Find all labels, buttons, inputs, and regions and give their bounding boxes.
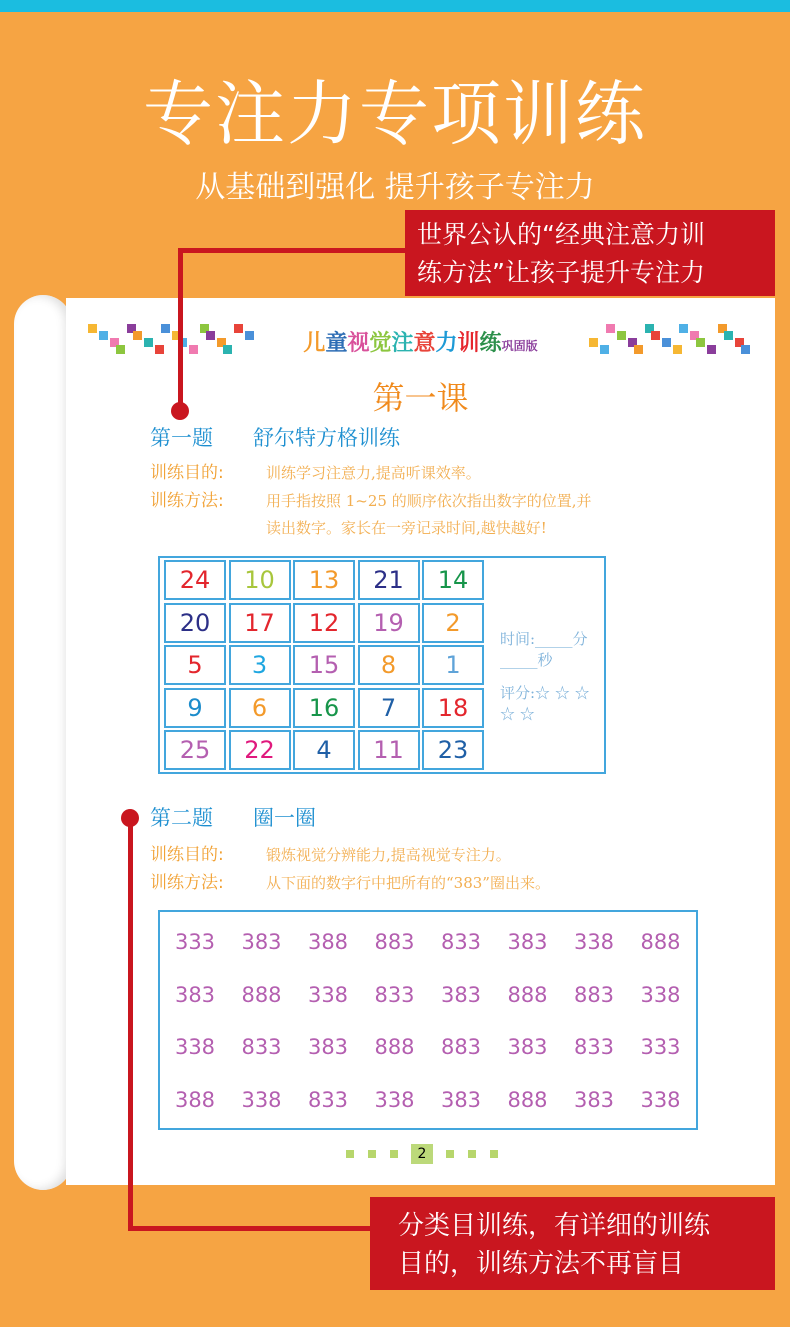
number-item[interactable]: 833 — [307, 1087, 349, 1112]
purpose-label: 训练目的: — [150, 463, 224, 483]
book-roll — [14, 295, 72, 1190]
grid-cell[interactable]: 20 — [164, 603, 226, 643]
number-item[interactable]: 383 — [440, 982, 482, 1007]
schulte-grid — [158, 556, 606, 774]
banner-char: 童 — [325, 331, 348, 356]
method-label: 训练方法: — [150, 491, 224, 511]
grid-cell[interactable]: 7 — [358, 688, 420, 728]
grid-cell[interactable]: 13 — [293, 560, 355, 600]
number-item[interactable]: 888 — [374, 1035, 415, 1059]
page-title: 专注力专项训练 — [143, 73, 647, 155]
method-text: 读出数字。家长在一旁记录时间,越快越好! — [266, 519, 547, 537]
connector-dot — [121, 809, 139, 827]
connector-line — [128, 1226, 372, 1231]
connector-line — [178, 250, 183, 410]
question-name: 舒尔特方格训练 — [253, 426, 400, 450]
question-2-heading — [150, 802, 316, 832]
connector-dot — [171, 402, 189, 420]
number-item[interactable]: 338 — [174, 1035, 216, 1059]
grid-cell[interactable]: 6 — [229, 688, 291, 728]
number-item[interactable]: 338 — [640, 1087, 681, 1112]
grid-cell[interactable]: 19 — [358, 603, 420, 643]
time-field: 时间:_____分_____秒 — [500, 630, 588, 669]
q1-purpose — [150, 460, 481, 487]
number-item[interactable]: 888 — [241, 982, 282, 1007]
banner-char: 儿 — [303, 331, 326, 356]
banner-char: 训 — [457, 331, 480, 356]
number-item[interactable]: 883 — [573, 982, 615, 1007]
banner-char: 觉 — [369, 331, 392, 356]
top-bar — [0, 0, 790, 12]
grid-cell[interactable]: 16 — [293, 688, 355, 728]
purpose-text: 锻炼视觉分辨能力,提高视觉专注力。 — [266, 846, 511, 864]
grid-cell[interactable]: 9 — [164, 688, 226, 728]
grid-cell[interactable]: 10 — [229, 560, 291, 600]
callout-line: 世界公认的“经典注意力训 — [417, 220, 705, 249]
number-item[interactable]: 883 — [440, 1035, 482, 1059]
grid-cell[interactable]: 15 — [293, 645, 355, 685]
grid-cell[interactable]: 8 — [358, 645, 420, 685]
grid-cell[interactable]: 5 — [164, 645, 226, 685]
callout-line: 练方法”让孩子提升专注力 — [417, 258, 705, 287]
grid-cell[interactable]: 3 — [229, 645, 291, 685]
page-subtitle: 从基础到强化 提升孩子专注力 — [195, 170, 595, 205]
number-item[interactable]: 338 — [241, 1087, 282, 1112]
banner-char: 注 — [391, 331, 414, 356]
q2-purpose — [150, 842, 511, 869]
question-number: 第二题 — [150, 806, 213, 830]
number-item[interactable]: 338 — [640, 982, 681, 1007]
q1-method — [150, 488, 592, 542]
number-item[interactable]: 383 — [307, 1035, 349, 1059]
grid-cell[interactable]: 12 — [293, 603, 355, 643]
grid-cell[interactable]: 21 — [358, 560, 420, 600]
grid-cell[interactable]: 1 — [422, 645, 484, 685]
callout-line: 目的，训练方法不再盲目 — [398, 1249, 685, 1279]
edition-label: 巩固版 — [501, 339, 538, 353]
number-item[interactable]: 383 — [573, 1087, 615, 1112]
purpose-text: 训练学习注意力,提高听课效率。 — [266, 464, 481, 482]
grid-cell[interactable]: 2 — [422, 603, 484, 643]
question-1-heading — [150, 422, 400, 452]
number-item[interactable]: 888 — [507, 1087, 548, 1112]
number-item[interactable]: 833 — [374, 982, 415, 1007]
number-item[interactable]: 888 — [640, 930, 681, 954]
number-item[interactable]: 833 — [573, 1035, 615, 1059]
method-text: 从下面的数字行中把所有的“383”圈出来。 — [266, 874, 550, 892]
score-stars: 评分:☆ ☆ ☆ ☆ ☆ — [500, 684, 590, 723]
book-banner — [66, 326, 775, 357]
grid-cell[interactable]: 14 — [422, 560, 484, 600]
number-item[interactable]: 383 — [174, 982, 216, 1007]
number-item[interactable]: 333 — [174, 930, 216, 954]
banner-char: 力 — [435, 331, 458, 356]
method-label: 训练方法: — [150, 873, 224, 893]
connector-line — [178, 248, 406, 253]
number-item[interactable]: 338 — [374, 1087, 415, 1112]
number-item[interactable]: 388 — [307, 930, 349, 954]
grid-cell[interactable]: 22 — [229, 730, 291, 770]
number-item[interactable]: 333 — [640, 1035, 681, 1059]
question-number: 第一题 — [150, 426, 213, 450]
lesson-title: 第一课 — [372, 379, 469, 417]
question-name: 圈一圈 — [253, 806, 316, 830]
banner-char: 视 — [347, 331, 370, 356]
grid-cell[interactable]: 17 — [229, 603, 291, 643]
purpose-label: 训练目的: — [150, 845, 224, 865]
book-page — [66, 298, 775, 1185]
callout-categorized-training — [370, 1197, 775, 1290]
number-item[interactable]: 338 — [573, 930, 615, 954]
number-item[interactable]: 383 — [507, 1035, 548, 1059]
number-item[interactable]: 383 — [440, 1087, 482, 1112]
banner-char: 练 — [479, 331, 502, 356]
number-item[interactable]: 833 — [440, 930, 482, 954]
callout-classic-method — [405, 210, 775, 296]
grid-cell[interactable]: 18 — [422, 688, 484, 728]
grid-cell[interactable]: 25 — [164, 730, 226, 770]
number-item[interactable]: 883 — [374, 930, 415, 954]
q2-method — [150, 870, 550, 897]
number-item[interactable]: 388 — [174, 1087, 216, 1112]
number-item[interactable]: 383 — [241, 930, 282, 954]
number-item[interactable]: 338 — [307, 982, 349, 1007]
grid-cell[interactable]: 24 — [164, 560, 226, 600]
connector-line — [128, 818, 133, 1230]
number-rows-box — [158, 910, 698, 1130]
grid-cell[interactable]: 4 — [293, 730, 355, 770]
grid-cell[interactable]: 23 — [422, 730, 484, 770]
number-item[interactable]: 383 — [507, 930, 548, 954]
banner-char: 意 — [413, 331, 436, 356]
callout-line: 分类目训练，有详细的训练 — [398, 1211, 711, 1241]
number-item[interactable]: 833 — [241, 1035, 282, 1059]
method-text: 用手指按照 1~25 的顺序依次指出数字的位置,并 — [266, 492, 592, 510]
page-number: 2 — [411, 1144, 433, 1164]
grid-cell[interactable]: 11 — [358, 730, 420, 770]
number-item[interactable]: 888 — [507, 982, 548, 1007]
